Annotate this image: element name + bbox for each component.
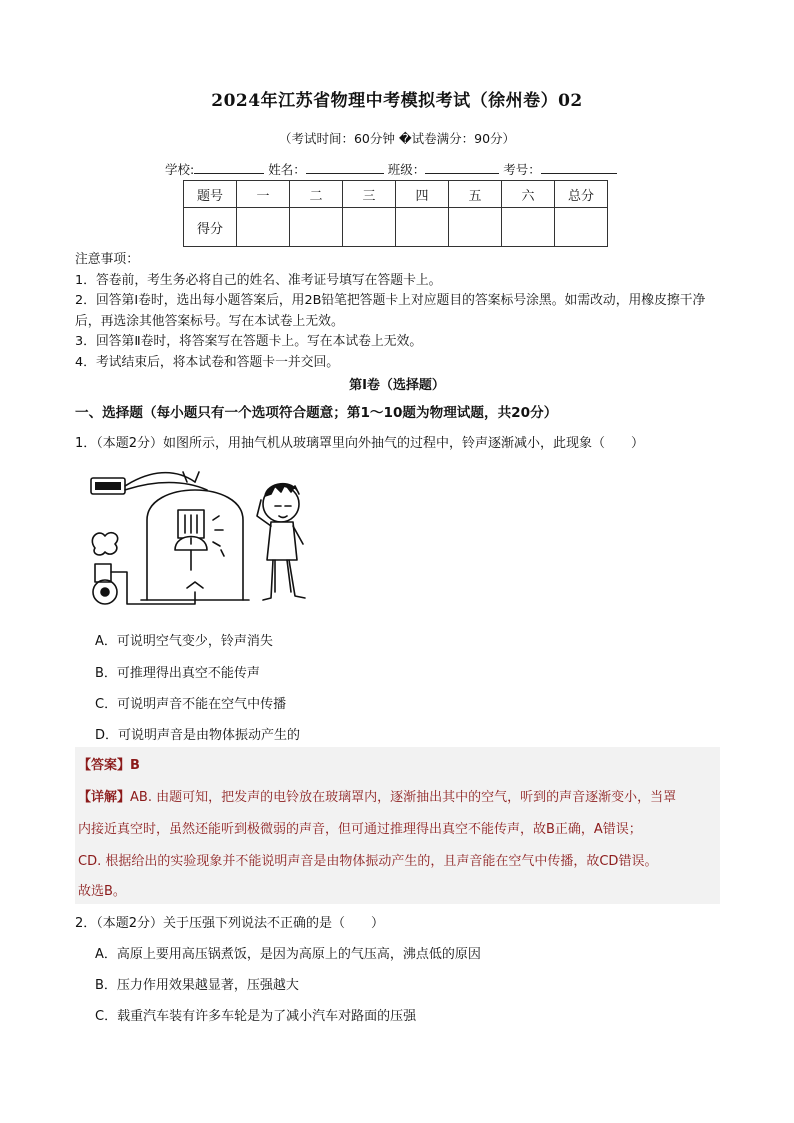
q1-answer: 【答案】B — [78, 758, 140, 773]
score-header-cell: 五 — [449, 181, 502, 208]
score-table-score-row — [184, 208, 608, 247]
score-cell — [396, 208, 449, 247]
volume-heading: 第Ⅰ卷（选择题） — [349, 378, 445, 393]
bell-jar-experiment-illustration — [75, 460, 315, 620]
question-2-stem: 2．（本题2分）关于压强下列说法不正确的是（ ） — [75, 916, 385, 931]
score-table-header-row — [184, 181, 608, 208]
exam-number-label: 考号： — [503, 162, 541, 177]
name-blank — [306, 161, 384, 174]
detail-text: AB. 由题可知，把发声的电铃放在玻璃罩内，逐渐抽出其中的空气，听到的声音逐渐变小，当罩 — [130, 790, 677, 805]
score-header-cell: 三 — [343, 181, 396, 208]
note-item: 2．回答第Ⅰ卷时，选出每小题答案后，用2B铅笔把答题卡上对应题目的答案标号涂黑。如需改动，用橡皮擦干净后，再选涂其他答案标号。写在本试卷上无效。 — [75, 293, 706, 329]
q1-option-b: B．可推理得出真空不能传声 — [95, 666, 260, 681]
score-row-label: 得分 — [184, 208, 237, 247]
school-label: 学校: — [165, 162, 195, 177]
score-cell — [502, 208, 555, 247]
note-item: 3．回答第Ⅱ卷时，将答案写在答题卡上。写在本试卷上无效。 — [75, 334, 423, 349]
q1-detail-line-4: 故选B。 — [78, 884, 126, 899]
exam-title: 2024年江苏省物理中考模拟考试（徐州卷）02 — [211, 91, 583, 111]
detail-tag: 【详解】 — [78, 790, 131, 805]
score-header-cell: 题号 — [184, 181, 237, 208]
notes-heading: 注意事项： — [75, 252, 139, 267]
q1-detail-line-1 — [78, 786, 676, 805]
q1-option-d: D．可说明声音是由物体振动产生的 — [95, 728, 301, 743]
exam-notes — [75, 250, 720, 373]
class-blank — [425, 161, 499, 174]
score-cell — [290, 208, 343, 247]
q2-option-b: B．压力作用效果越显著，压强越大 — [95, 978, 299, 993]
q1-option-a: A．可说明空气变少，铃声消失 — [95, 634, 273, 649]
score-header-cell: 总分 — [555, 181, 608, 208]
name-label: 姓名： — [268, 162, 306, 177]
note-item: 4．考试结束后，将本试卷和答题卡一并交回。 — [75, 354, 340, 370]
note-item: 1．答卷前，考生务必将自己的姓名、准考证号填写在答题卡上。 — [75, 272, 442, 288]
score-header-cell: 六 — [502, 181, 555, 208]
score-header-cell: 二 — [290, 181, 343, 208]
score-cell — [555, 208, 608, 247]
score-cell — [343, 208, 396, 247]
q2-option-a: A．高原上要用高压锅煮饭，是因为高原上的气压高，沸点低的原因 — [95, 947, 481, 962]
score-cell — [449, 208, 502, 247]
score-header-cell: 一 — [237, 181, 290, 208]
school-blank — [194, 161, 264, 174]
q1-answer-box — [75, 747, 720, 904]
score-cell — [237, 208, 290, 247]
q1-detail-line-2: 内接近真空时，虽然还能听到极微弱的声音，但可通过推理得出真空不能传声，故B正确，A错误； — [78, 822, 642, 837]
part-one-heading: 一、选择题（每小题只有一个选项符合题意；第1～10题为物理试题，共20分） — [75, 405, 558, 421]
exam-subtitle: （考试时间：60分钟 �试卷满分：90分） — [278, 131, 516, 146]
q1-detail-line-3: CD. 根据给出的实验现象并不能说明声音是由物体振动产生的，且声音能在空气中传播，故CD错误。 — [78, 854, 658, 869]
class-label: 班级： — [387, 162, 426, 177]
q2-option-c: C．载重汽车装有许多车轮是为了减小汽车对路面的压强 — [95, 1009, 417, 1024]
student-info-line — [165, 160, 635, 178]
question-1-stem: 1．（本题2分）如图所示，用抽气机从玻璃罩里向外抽气的过程中，铃声逐渐减小，此现象（ ） — [75, 436, 645, 451]
score-header-cell: 四 — [396, 181, 449, 208]
score-table — [183, 180, 608, 247]
q1-option-c: C．可说明声音不能在空气中传播 — [95, 697, 287, 712]
exam-number-blank — [541, 161, 617, 174]
